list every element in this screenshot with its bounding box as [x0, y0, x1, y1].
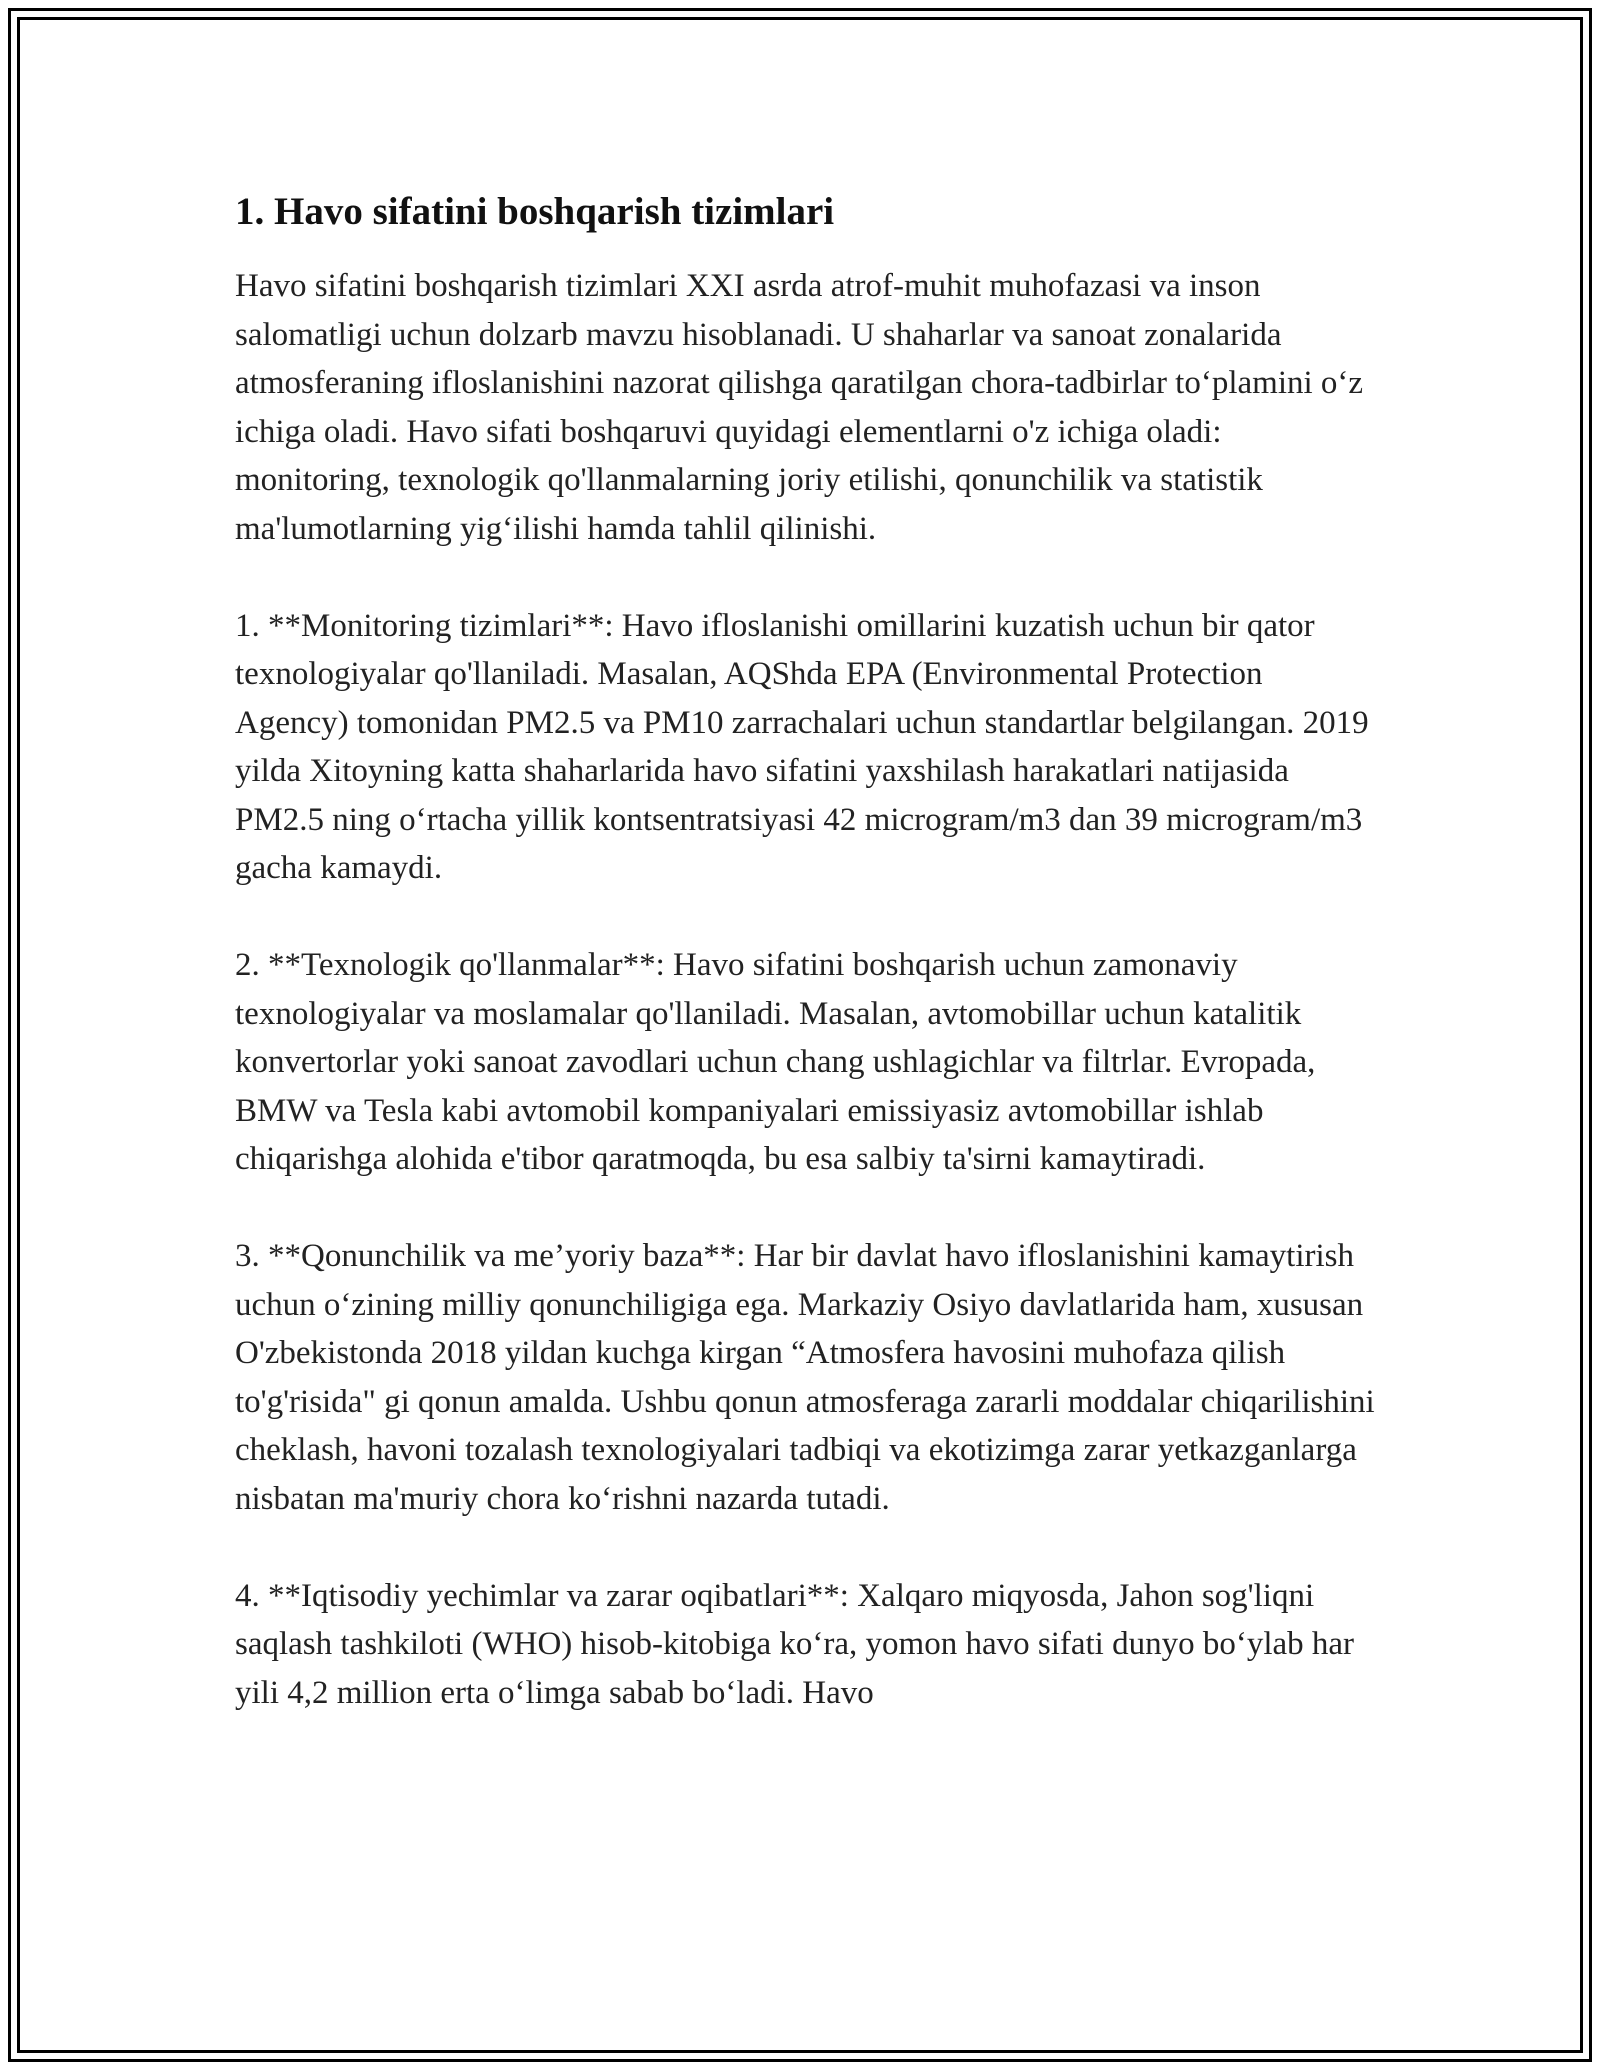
- economic-paragraph: 4. **Iqtisodiy yechimlar va zarar oqibatlari**: Xalqaro miqyosda, Jahon sog'liqni saqlash tashkiloti (WHO) hisob-kitobiga ko‘ra, yomon havo sifati dunyo bo‘ylab har yili 4,2 million erta o‘limga sabab bo‘ladi. Havo: [235, 1577, 1355, 1711]
- document-body: [235, 186, 1375, 1717]
- legislation-paragraph: 3. **Qonunchilik va me’yoriy baza**: Har bir davlat havo ifloslanishini kamaytirish uchun o‘zining milliy qonunchiligiga ega. Markaziy Osiyo davlatlarida ham, xususan O'zbekistonda 2018 yildan kuchga kirgan “Atmosfera havosini muhofaza qilish to'g'risida" gi qonun amalda. Ushbu qonun atmosferaga zararli moddalar chiqarilishini cheklash, havoni tozalash texnologiyalari tadbiqi va ekotizimga zarar yetkazganlarga nisbatan ma'muriy chora ko‘rishni nazarda tutadi.: [235, 1238, 1375, 1517]
- monitoring-paragraph: 1. **Monitoring tizimlari**: Havo ifloslanishi omillarini kuzatish uchun bir qator texnologiyalar qo'llaniladi. Masalan, AQShda EPA (Environmental Protection Agency) tomonidan PM2.5 va PM10 zarrachalari uchun standartlar belgilangan. 2019 yilda Xitoyning katta shaharlarida havo sifatini yaxshilash harakatlari natijasida PM2.5 ning o‘rtacha yillik kontsentratsiyasi 42 microgram/m3 dan 39 microgram/m3 gacha kamaydi.: [235, 607, 1369, 886]
- technology-paragraph: 2. **Texnologik qo'llanmalar**: Havo sifatini boshqarish uchun zamonaviy texnologiyalar va moslamalar qo'llaniladi. Masalan, avtomobillar uchun katalitik konvertorlar yoki sanoat zavodlari uchun chang ushlagichlar va filtrlar. Evropada, BMW va Tesla kabi avtomobil kompaniyalari emissiyasiz avtomobillar ishlab chiqarishga alohida e'tibor qaratmoqda, bu esa salbiy ta'sirni kamaytiradi.: [235, 947, 1316, 1177]
- section-heading: 1. Havo sifatini boshqarish tizimlari: [235, 190, 835, 233]
- intro-paragraph: Havo sifatini boshqarish tizimlari XXI asrda atrof-muhit muhofazasi va inson salomatligi uchun dolzarb mavzu hisoblanadi. U shaharlar va sanoat zonalarida atmosferaning ifloslanishini nazorat qilishga qaratilgan chora-tadbirlar to‘plamini o‘z ichiga oladi. Havo sifati boshqaruvi quyidagi elementlarni o'z ichiga oladi: monitoring, texnologik qo'llanmalarning joriy etilishi, qonunchilik va statistik ma'lumotlarning yig‘ilishi hamda tahlil qilinishi.: [235, 268, 1364, 547]
